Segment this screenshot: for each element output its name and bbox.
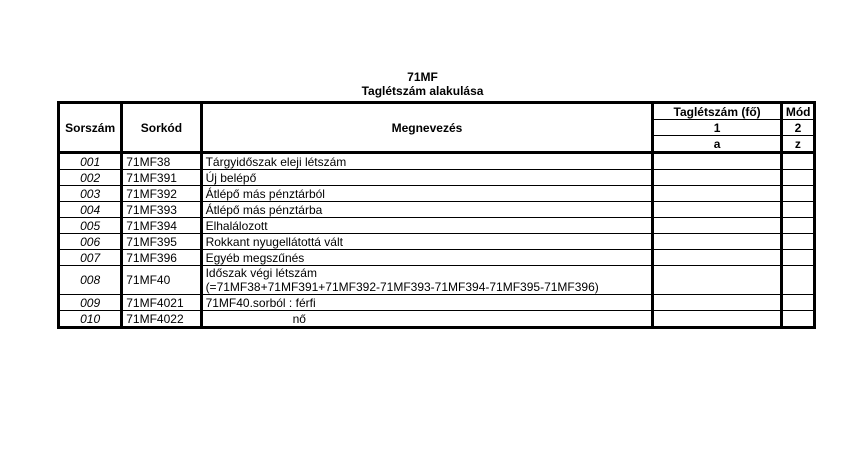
table-row	[59, 186, 815, 202]
row-megnevezes: Egyéb megszűnés	[201, 250, 653, 266]
row-sorkod: 71MF393	[122, 202, 201, 218]
row-sorszam: 006	[59, 234, 122, 250]
table-row	[59, 266, 815, 295]
row-value-cell[interactable]	[653, 186, 782, 202]
row-sorkod: 71MF395	[122, 234, 201, 250]
col-header-sorszam: Sorszám	[59, 103, 122, 153]
table-row	[59, 202, 815, 218]
col-letter-tagletszam: a	[653, 136, 782, 153]
row-mod-cell[interactable]	[781, 295, 814, 311]
col-header-sorkod: Sorkód	[122, 103, 201, 153]
table-row	[59, 218, 815, 234]
row-sorkod: 71MF396	[122, 250, 201, 266]
col-header-mod: Mód	[781, 103, 814, 120]
row-value-cell[interactable]	[653, 170, 782, 186]
row-sorszam: 010	[59, 311, 122, 328]
row-sorkod: 71MF40	[122, 266, 201, 295]
row-megnevezes: Tárgyidőszak eleji létszám	[201, 153, 653, 170]
row-sorkod: 71MF391	[122, 170, 201, 186]
row-sorkod: 71MF392	[122, 186, 201, 202]
row-value-cell[interactable]	[653, 266, 782, 295]
row-megnevezes: 71MF40.sorból : férfi	[201, 295, 653, 311]
row-mod-cell[interactable]	[781, 170, 814, 186]
table-row	[59, 234, 815, 250]
table-row	[59, 295, 815, 311]
col-number-mod: 2	[781, 120, 814, 136]
table-row	[59, 250, 815, 266]
row-mod-cell[interactable]	[781, 250, 814, 266]
row-mod-cell[interactable]	[781, 186, 814, 202]
row-megnevezes: Átlépő más pénztárba	[201, 202, 653, 218]
data-table	[57, 101, 816, 329]
row-sorkod: 71MF38	[122, 153, 201, 170]
row-value-cell[interactable]	[653, 234, 782, 250]
row-sorszam: 008	[59, 266, 122, 295]
row-megnevezes: Elhalálozott	[201, 218, 653, 234]
row-value-cell[interactable]	[653, 250, 782, 266]
row-megnevezes: Rokkant nyugellátottá vált	[201, 234, 653, 250]
row-sorszam: 003	[59, 186, 122, 202]
row-sorkod: 71MF4022	[122, 311, 201, 328]
row-sorszam: 009	[59, 295, 122, 311]
col-number-tagletszam: 1	[653, 120, 782, 136]
row-megnevezes: Új belépő	[201, 170, 653, 186]
col-header-megnevezes: Megnevezés	[201, 103, 653, 153]
row-value-cell[interactable]	[653, 218, 782, 234]
row-megnevezes-line1: Időszak végi létszám	[205, 266, 317, 280]
row-mod-cell[interactable]	[781, 153, 814, 170]
row-megnevezes: nő	[201, 311, 653, 328]
table-row	[59, 311, 815, 328]
col-header-tagletszam: Taglétszám (fő)	[653, 103, 782, 120]
table-row	[59, 153, 815, 170]
row-sorszam: 005	[59, 218, 122, 234]
row-sorszam: 002	[59, 170, 122, 186]
col-letter-mod: z	[781, 136, 814, 153]
row-mod-cell[interactable]	[781, 234, 814, 250]
form-title: Taglétszám alakulása	[361, 84, 484, 98]
row-sorkod: 71MF4021	[122, 295, 201, 311]
row-mod-cell[interactable]	[781, 266, 814, 295]
row-megnevezes	[201, 266, 653, 295]
row-value-cell[interactable]	[653, 311, 782, 328]
row-mod-cell[interactable]	[781, 218, 814, 234]
row-megnevezes: Átlépő más pénztárból	[201, 186, 653, 202]
row-sorszam: 001	[59, 153, 122, 170]
row-sorszam: 007	[59, 250, 122, 266]
row-mod-cell[interactable]	[781, 202, 814, 218]
row-value-cell[interactable]	[653, 202, 782, 218]
row-sorkod: 71MF394	[122, 218, 201, 234]
row-sorszam: 004	[59, 202, 122, 218]
form-code: 71MF	[407, 70, 438, 84]
table-row	[59, 170, 815, 186]
row-value-cell[interactable]	[653, 295, 782, 311]
row-value-cell[interactable]	[653, 153, 782, 170]
row-mod-cell[interactable]	[781, 311, 814, 328]
row-megnevezes-formula: (=71MF38+71MF391+71MF392-71MF393-71MF394-71MF395-71MF396)	[205, 280, 599, 294]
